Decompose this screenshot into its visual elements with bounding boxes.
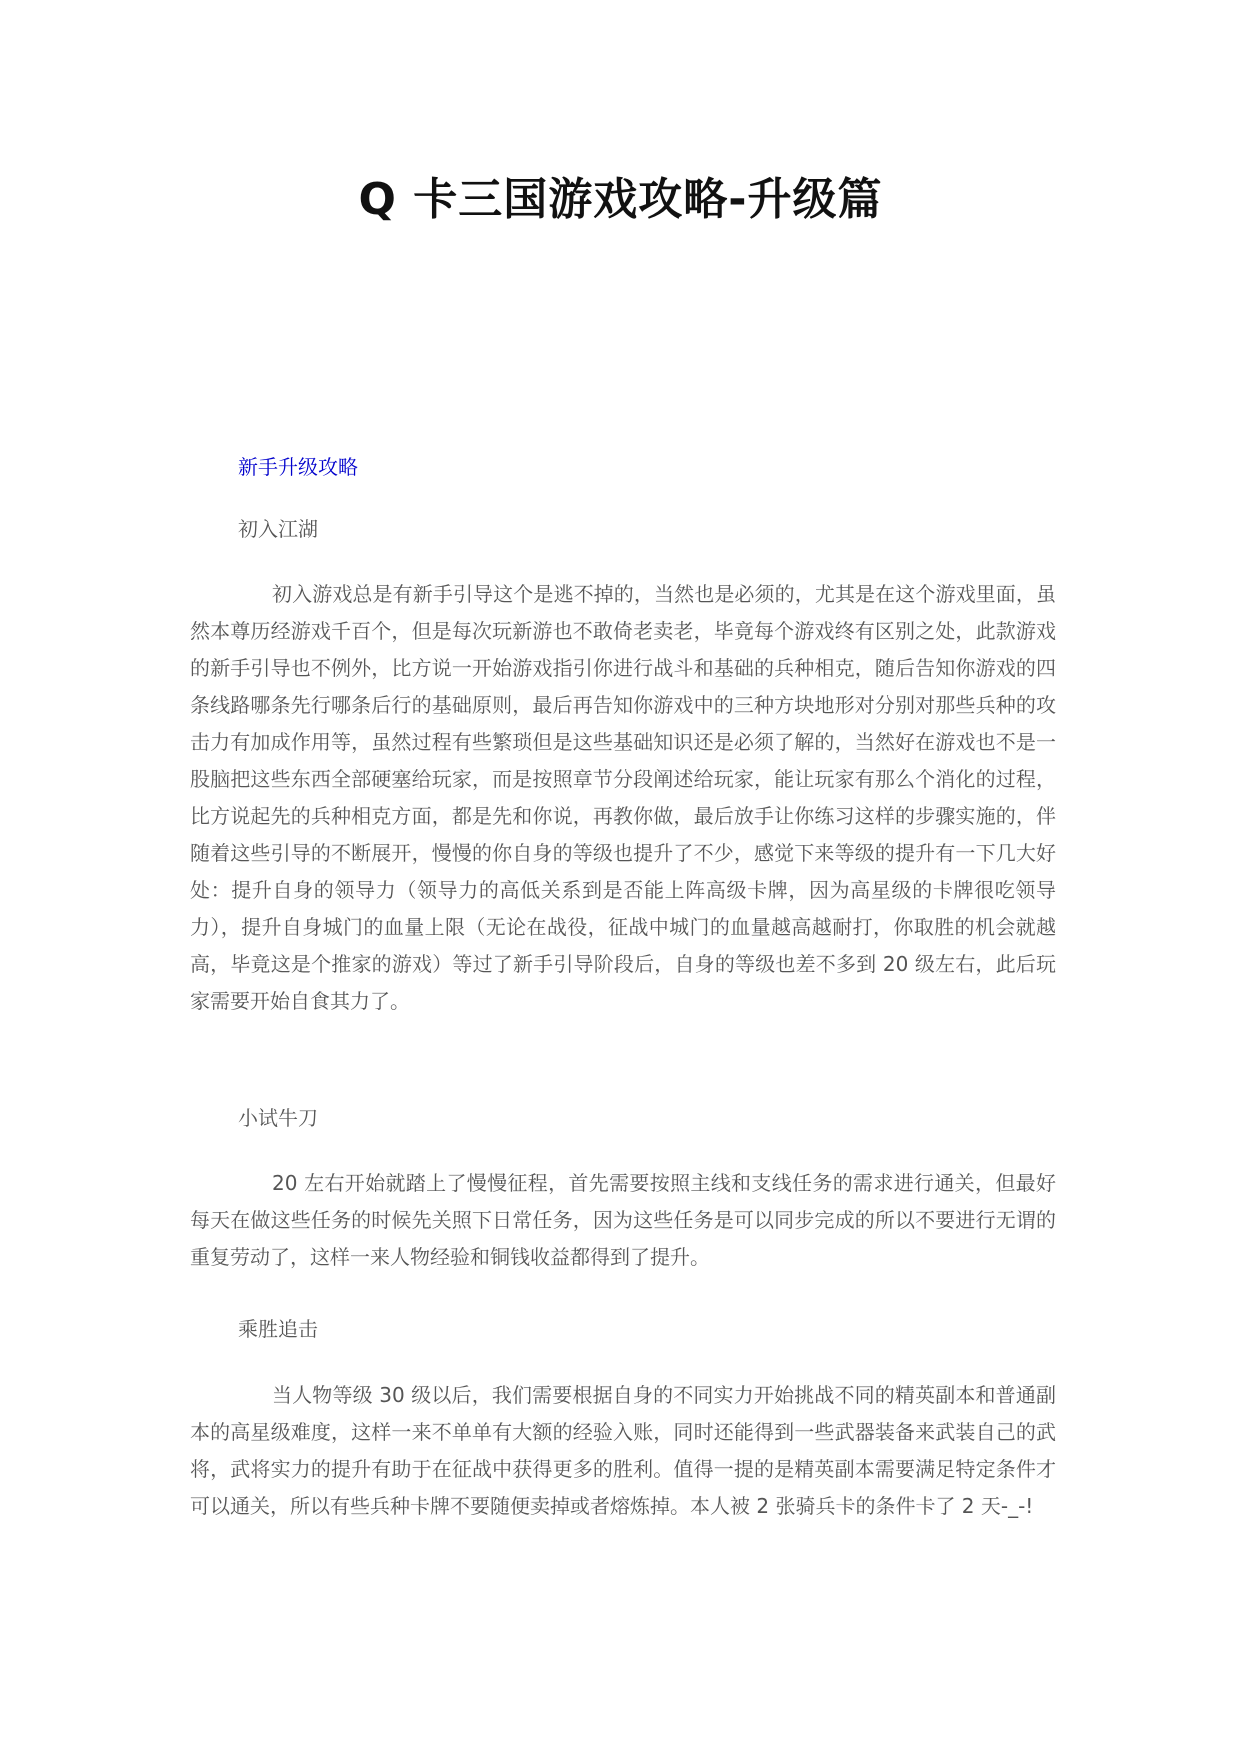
subheading-cheng-sheng-zhui-ji: 乘胜追击 <box>238 1317 318 1341</box>
paragraph-xiao-shi-niu-dao: 20 左右开始就踏上了慢慢征程，首先需要按照主线和支线任务的需求进行通关，但最好每天在做这些任务的时候先关照下日常任务，因为这些任务是可以同步完成的所以不要进行无谓的重复劳动了，这样一来人物经验和铜钱收益都得到了提升。 <box>190 1171 1056 1269</box>
paragraph-cheng-sheng-zhui-ji: 当人物等级 30 级以后，我们需要根据自身的不同实力开始挑战不同的精英副本和普通副本的高星级难度，这样一来不单单有大额的经验入账，同时还能得到一些武器装备来武装自己的武将，武将实力的提升有助于在征战中获得更多的胜利。值得一提的是精英副本需要满足特定条件才可以通关，所以有些兵种卡牌不要随便卖掉或者熔炼掉。本人被 2 张骑兵卡的条件卡了 2 天-_-! <box>190 1383 1056 1518</box>
subheading-xiao-shi-niu-dao: 小试牛刀 <box>238 1106 318 1130</box>
section-heading-link[interactable]: 新手升级攻略 <box>238 455 358 479</box>
subheading-chu-ru-jiang-hu: 初入江湖 <box>238 517 318 541</box>
paragraph-chu-ru-jiang-hu: 初入游戏总是有新手引导这个是逃不掉的，当然也是必须的，尤其是在这个游戏里面，虽然本尊历经游戏千百个，但是每次玩新游也不敢倚老卖老，毕竟每个游戏终有区别之处，此款游戏的新手引导也不例外，比方说一开始游戏指引你进行战斗和基础的兵种相克，随后告知你游戏的四条线路哪条先行哪条后行的基础原则，最后再告知你游戏中的三种方块地形对分别对那些兵种的攻击力有加成作用等，虽然过程有些繁琐但是这些基础知识还是必须了解的，当然好在游戏也不是一股脑把这些东西全部硬塞给玩家，而是按照章节分段阐述给玩家，能让玩家有那么个消化的过程，比方说起先的兵种相克方面，都是先和你说，再教你做，最后放手让你练习这样的步骤实施的，伴随着这些引导的不断展开，慢慢的你自身的等级也提升了不少，感觉下来等级的提升有一下几大好处：提升自身的领导力（领导力的高低关系到是否能上阵高级卡牌，因为高星级的卡牌很吃领导力），提升自身城门的血量上限（无论在战役，征战中城门的血量越高越耐打，你取胜的机会就越高，毕竟这是个推家的游戏）等过了新手引导阶段后，自身的等级也差不多到 20 级左右，此后玩家需要开始自食其力了。 <box>190 582 1056 1013</box>
document-title: Q 卡三国游戏攻略-升级篇 <box>358 174 883 225</box>
